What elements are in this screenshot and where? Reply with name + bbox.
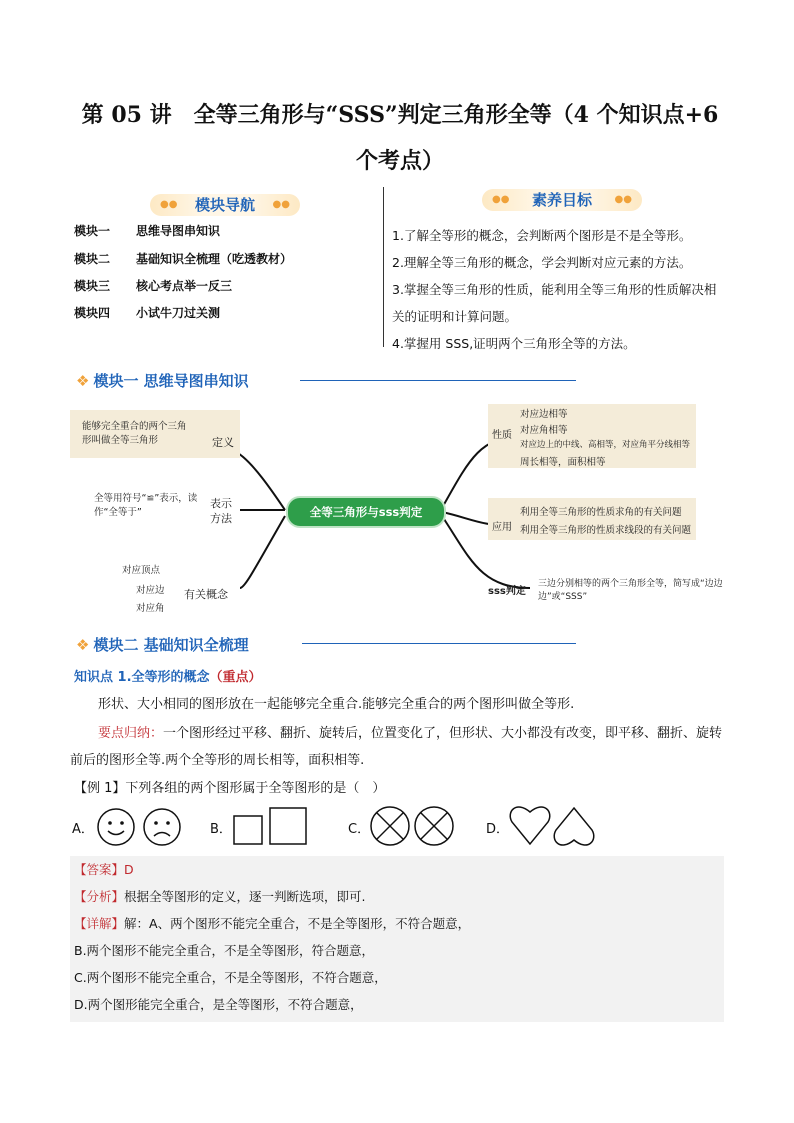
smiley-face-icon	[98, 809, 134, 845]
goal-4: 4.掌握用 SSS,证明两个三角形全等的方法。	[392, 336, 636, 351]
option-a-label[interactable]: A．	[72, 822, 94, 837]
page-title	[70, 92, 730, 184]
mind-map	[0, 398, 794, 628]
mindmap-concept-item: 对应顶点	[122, 565, 161, 576]
dots-icon: ●●	[614, 194, 632, 205]
nav-item-3[interactable]: 模块三 核心考点举一反三	[74, 279, 233, 293]
knowledge-point-title: 知识点 1.全等形的概念（重点）	[74, 670, 262, 685]
inverted-heart-icon	[554, 808, 594, 845]
mindmap-definition-box: 能够完全重合的两个三角形叫做全等三角形	[70, 410, 240, 458]
module-nav-heading: ●● 模块导航 ●●	[150, 194, 300, 216]
small-square-icon	[234, 816, 262, 844]
frown-face-icon	[144, 809, 180, 845]
mindmap-notation-box: 全等用符号“≌”表示，读作“全等于”	[86, 486, 236, 532]
circle-cross-icon	[371, 807, 409, 845]
option-c-figure	[368, 804, 458, 848]
section-1-heading: ❖ 模块一 思维导图串知识	[76, 372, 249, 390]
dots-icon: ●●	[492, 194, 510, 205]
goals-heading: ●● 素养目标 ●●	[482, 189, 642, 211]
knowledge-definition: 形状、大小相同的图形放在一起能够完全重合.能够完全重合的两个图形叫做全等形.	[98, 697, 575, 712]
option-d-figure	[508, 802, 598, 850]
nav-item-2[interactable]: 模块二 基础知识全梳理（吃透教材）	[74, 252, 293, 266]
column-divider	[383, 187, 384, 347]
large-square-icon	[270, 808, 306, 844]
detail-line-c: C.两个图形不能完全重合，不是全等图形，不符合题意，	[74, 970, 387, 985]
mindmap-notation-label: 表示方法	[210, 497, 232, 525]
title-line-1: 第 05 讲 全等三角形与“SSS”判定三角形全等（4 个知识点+6	[81, 102, 719, 128]
title-line-2: 个考点）	[355, 148, 444, 174]
section-2-heading: ❖ 模块二 基础知识全梳理	[76, 636, 249, 654]
goal-1: 1.了解全等形的概念，会判断两个图形是不是全等形。	[392, 228, 692, 243]
mindmap-sss-label: sss判定	[488, 586, 526, 597]
option-b-label[interactable]: B．	[210, 822, 232, 837]
mindmap-application-label: 应用	[492, 522, 512, 533]
mindmap-application-box: 利用全等三角形的性质求角的有关问题 利用全等三角形的性质求线段的有关问题	[488, 498, 696, 540]
option-c-label[interactable]: C．	[348, 822, 371, 837]
goal-2: 2.理解全等三角形的概念，学会判断对应元素的方法。	[392, 255, 692, 270]
diamond-arrow-icon: ❖	[76, 636, 90, 654]
answer-line: 【答案】D	[74, 862, 134, 877]
option-a-figure	[94, 806, 188, 848]
nav-item-1[interactable]: 模块一 思维导图串知识	[74, 224, 221, 238]
mindmap-concepts-label: 有关概念	[184, 588, 228, 601]
nav-item-4[interactable]: 模块四 小试牛刀过关测	[74, 306, 221, 320]
detail-line: 【详解】解：A、两个图形不能完全重合，不是全等图形，不符合题意，	[74, 916, 471, 931]
dots-icon: ●●	[272, 199, 290, 210]
circle-cross-icon	[415, 807, 453, 845]
mindmap-center-node: 全等三角形与sss判定	[286, 496, 446, 528]
detail-line-b: B.两个图形不能完全重合，不是全等图形，符合题意，	[74, 943, 375, 958]
option-b-figure	[232, 806, 312, 848]
example-question: 【例 1】下列各组的两个图形属于全等图形的是（ ）	[74, 781, 386, 796]
analysis-line: 【分析】根据全等图形的定义，逐一判断选项，即可.	[74, 889, 366, 904]
heart-icon	[510, 807, 550, 844]
mindmap-properties-label: 性质	[492, 430, 512, 441]
mindmap-sss-box: 三边分别相等的两个三角形全等，简写成“边边边”或“SSS”	[534, 576, 724, 606]
goal-3: 3.掌握全等三角形的性质，能利用全等三角形的性质解决相关的证明和计算问题。	[392, 282, 717, 324]
mindmap-properties-box: 对应边相等 对应角相等 对应边上的中线、高相等，对应角平分线相等 周长相等，面积相等	[488, 404, 696, 468]
mindmap-concept-item: 对应角	[136, 603, 165, 614]
mindmap-concept-item: 对应边	[136, 585, 165, 596]
option-d-label[interactable]: D．	[486, 822, 510, 837]
diamond-arrow-icon: ❖	[76, 372, 90, 390]
knowledge-key-points: 要点归纳：一个图形经过平移、翻折、旋转后，位置变化了，但形状、大小都没有改变，即平移、翻折、旋转前后的图形全等.两个全等形的周长相等，面积相等.	[70, 726, 723, 768]
mindmap-definition-label: 定义	[212, 436, 234, 449]
section-2-rule	[302, 643, 576, 644]
dots-icon: ●●	[160, 199, 178, 210]
detail-line-d: D.两个图形能完全重合，是全等图形，不符合题意，	[74, 997, 363, 1012]
section-1-rule	[300, 380, 576, 381]
